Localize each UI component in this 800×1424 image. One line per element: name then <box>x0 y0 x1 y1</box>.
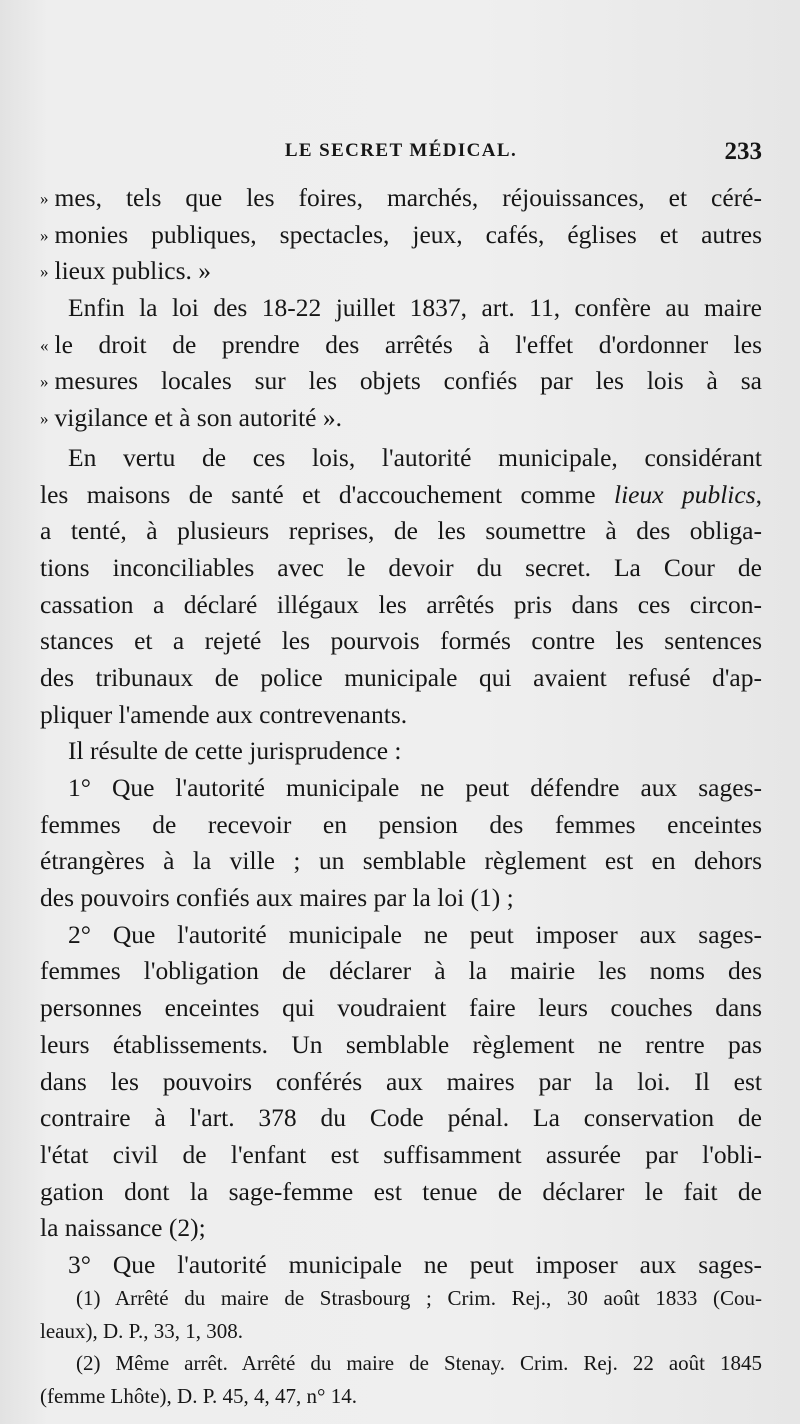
quote-mark: » <box>40 372 49 392</box>
text-line: a tenté, à plusieurs reprises, de les soumettre à des obliga- <box>40 516 762 546</box>
footnote-line: leaux), D. P., 33, 1, 308. <box>40 1318 243 1343</box>
running-title: LE SECRET MÉDICAL. <box>284 140 518 161</box>
quote-mark: » <box>40 225 49 245</box>
paragraph-first-line: Il résulte de cette jurisprudence : <box>68 736 402 766</box>
paragraph-first-line: 1° Que l'autorité municipale ne peut défendre aux sages- <box>68 773 762 802</box>
text-line: les maisons de santé et d'accouchement comme lieux publics, <box>40 479 762 509</box>
text-line: femmes de recevoir en pension des femmes enceintes <box>40 809 762 839</box>
text-line: » monies publiques, spectacles, jeux, cafés, églises et autres <box>40 219 762 249</box>
quote-mark: « <box>40 335 49 355</box>
paragraph-first-line: 2° Que l'autorité municipale ne peut imposer aux sages- <box>68 919 762 949</box>
footnote-line: (2) Même arrêt. Arrêté du maire de Stenay. Crim. Rej. 22 août 1845 <box>76 1351 762 1375</box>
text-line: stances et a rejeté les pourvois formés contre les sentences <box>40 626 762 656</box>
text-line: » mesures locales sur les objets confiés par les lois à sa <box>40 366 762 396</box>
text-line: » lieux publics. » <box>40 256 212 286</box>
footnotes <box>40 1282 762 1412</box>
footnote-line: (1) Arrêté du maire de Strasbourg ; Crim. Rej., 30 août 1833 (Cou- <box>76 1286 762 1310</box>
text-line: gation dont la sage-femme est tenue de déclarer le fait de <box>40 1176 762 1206</box>
text-line: » mes, tels que les foires, marchés, réjouissances, et céré- <box>40 183 762 212</box>
text-line: « le droit de prendre des arrêtés à l'effet d'ordonner les <box>40 329 762 359</box>
italic-phrase: lieux publics <box>613 479 756 509</box>
text-line: personnes enceintes qui voudraient faire leurs couches dans <box>40 993 762 1023</box>
text-line: étrangères à la ville ; un semblable règlement est en dehors <box>40 846 762 876</box>
paragraph-first-line: Enfin la loi des 18-22 juillet 1837, art. 11, confère au maire <box>68 293 762 323</box>
text-line: l'état civil de l'enfant est suffisamment assurée par l'obli- <box>40 1139 762 1169</box>
text-line: femmes l'obligation de déclarer à la mairie les noms des <box>40 956 762 986</box>
page-number: 233 <box>724 138 762 165</box>
text-line: la naissance (2); <box>40 1213 206 1243</box>
text-line: cassation a déclaré illégaux les arrêtés pris dans ces circon- <box>40 589 762 619</box>
paragraph-first-line: En vertu de ces lois, l'autorité municipale, considérant <box>68 442 762 472</box>
text-line: contraire à l'art. 378 du Code pénal. La conservation de <box>40 1103 762 1133</box>
text-line: pliquer l'amende aux contrevenants. <box>40 699 408 729</box>
body-text <box>40 180 762 1284</box>
footnote-line: (femme Lhôte), D. P. 45, 4, 47, n° 14. <box>40 1383 357 1408</box>
text-line: des pouvoirs confiés aux maires par la loi (1) ; <box>40 883 514 913</box>
page-header <box>40 136 762 172</box>
quote-mark: » <box>40 189 49 208</box>
paragraph-first-line: 3° Que l'autorité municipale ne peut imposer aux sages- <box>68 1249 762 1279</box>
quote-mark: » <box>40 262 49 282</box>
text-line: » vigilance et à son autorité ». <box>40 403 342 433</box>
text-line: des tribunaux de police municipale qui avaient refusé d'ap- <box>40 662 762 692</box>
text-line: leurs établissements. Un semblable règlement ne rentre pas <box>40 1029 762 1059</box>
text-line: dans les pouvoirs conférés aux maires par la loi. Il est <box>40 1066 762 1096</box>
text-line: tions inconciliables avec le devoir du secret. La Cour de <box>40 552 762 582</box>
quote-mark: » <box>40 409 49 429</box>
